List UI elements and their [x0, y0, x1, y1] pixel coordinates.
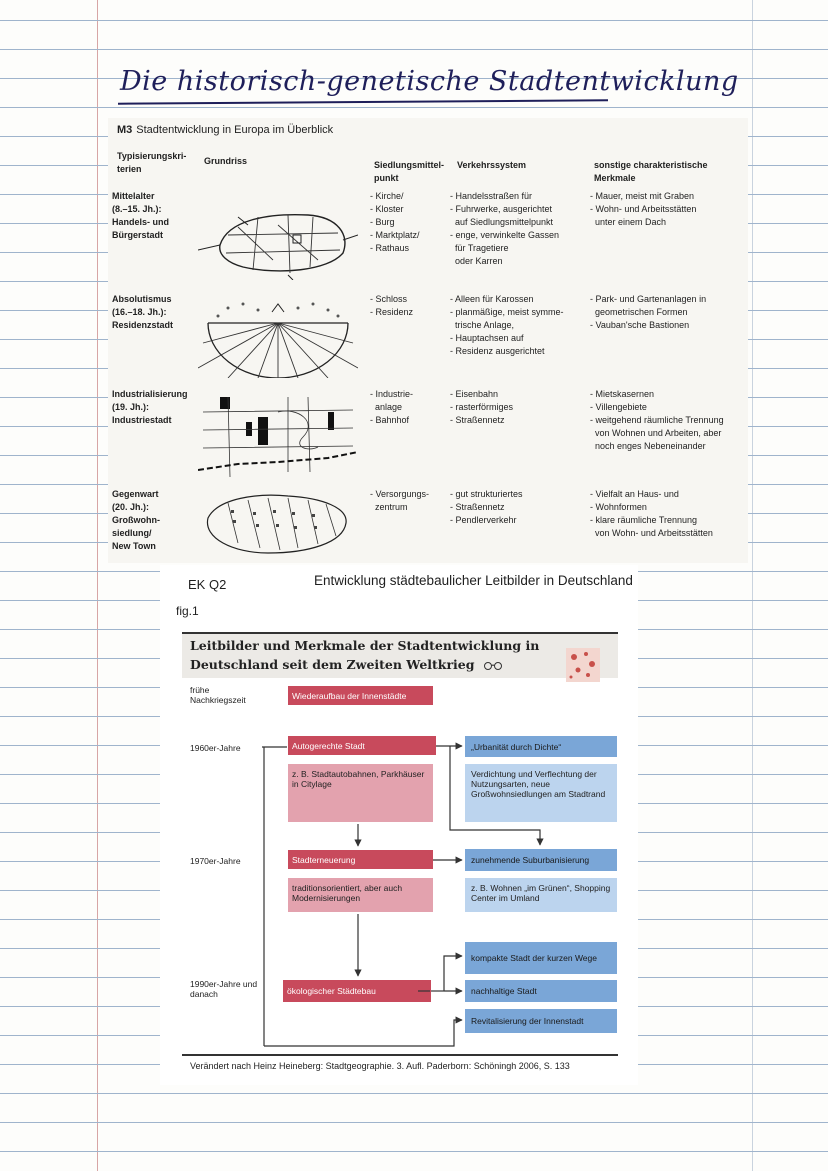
row-verkehr-0-line: für Tragetiere [450, 243, 509, 253]
course-label: EK Q2 [188, 577, 227, 592]
row-merkmale-2-line: noch enges Nebeneinander [590, 441, 706, 451]
row-label-3-line: siedlung/ [112, 528, 152, 538]
row-verkehr-1-line: trische Anlage, [450, 320, 515, 330]
row-siedlung-3-line: - Versorgungs- [370, 489, 430, 499]
row-label-0-line: Handels- und [112, 217, 170, 227]
box-nachhaltige-stadt: nachhaltige Stadt [465, 980, 617, 1002]
row-verkehr-3-line: - Straßennetz [450, 502, 505, 512]
row-verkehr-0-line: oder Karren [450, 256, 503, 266]
source-divider [182, 1054, 618, 1056]
box-urbanitaet-detail: Verdichtung und Verflechtung der Nutzungsarten, neue Großwohnsiedlungen am Stadtrand [465, 764, 617, 822]
row-merkmale-1-line: - Vauban'sche Bastionen [590, 320, 690, 330]
row-label-0-line: Bürgerstadt [112, 230, 164, 240]
row-verkehr-0-line: - Handelsstraßen für [450, 191, 533, 201]
row-merkmale-0-line: unter einem Dach [590, 217, 667, 227]
row-merkmale-2-line: - weitgehend räumliche Trennung [590, 415, 724, 425]
col-header-grundriss: Grundriss [204, 156, 248, 166]
row-verkehr-0-line: - enge, verwinkelte Gassen [450, 230, 560, 240]
box-kompakte-stadt: kompakte Stadt der kurzen Wege [465, 942, 617, 974]
row-label-2-line: Industriestadt [112, 415, 172, 425]
row-label-2-line: (19. Jh.): [112, 402, 150, 412]
row-siedlung-0-line: - Burg [370, 217, 395, 227]
m3-heading-text: Stadtentwicklung in Europa im Überblick [136, 124, 334, 136]
box-stadterneuerung: Stadterneuerung [288, 850, 433, 869]
row-siedlung-1-line: - Schloss [370, 294, 408, 304]
row-label-1-line: (16.–18. Jh.): [112, 307, 167, 317]
source-citation: Verändert nach Heinz Heineberg: Stadtgeographie. 3. Aufl. Paderborn: Schöningh 2006, S. 133 [190, 1061, 570, 1071]
row-verkehr-0-line: - Fuhrwerke, ausgerichtet [450, 204, 553, 214]
era-1970: 1970er-Jahre [190, 856, 241, 866]
box-stadterneuerung-detail: traditionsorientiert, aber auch Modernisierungen [288, 878, 433, 912]
col-header-verkehr: Verkehrssystem [457, 160, 527, 170]
box-autogerechte-stadt: Autogerechte Stadt [288, 736, 436, 755]
row-verkehr-1-line: - Alleen für Karossen [450, 294, 534, 304]
row-label-0-line: (8.–15. Jh.): [112, 204, 162, 214]
row-verkehr-1-line: - Hauptachsen auf [450, 333, 524, 343]
row-label-1-line: Residenzstadt [112, 320, 174, 330]
arrow-to-kompakt [444, 956, 462, 991]
row-verkehr-3-line: - Pendlerverkehr [450, 515, 517, 525]
row-siedlung-0-line: - Marktplatz/ [370, 230, 420, 240]
row-verkehr-3-line: - gut strukturiertes [450, 489, 523, 499]
row-merkmale-3-line: - klare räumliche Trennung [590, 515, 698, 525]
box-oekologischer-staedtebau: ökologischer Städtebau [283, 980, 431, 1002]
row-siedlung-0-line: - Rathaus [370, 243, 410, 253]
box-autogerechte-detail: z. B. Stadtautobahnen, Parkhäuser in Citylage [288, 764, 433, 822]
row-siedlung-2-line: - Bahnhof [370, 415, 410, 425]
row-label-3-line: (20. Jh.): [112, 502, 150, 512]
arrow-auto-to-suburban [450, 746, 540, 845]
row-merkmale-3-line: - Vielfalt an Haus- und [590, 489, 679, 499]
diagram-title-text: Leitbilder und Merkmale der Stadtentwicklung in Deutschland seit dem Zweiten Weltkrieg [190, 638, 540, 672]
row-siedlung-2-line: - Industrie- [370, 389, 414, 399]
box-suburbanisierung: zunehmende Suburbanisierung [465, 849, 617, 871]
row-merkmale-3-line: von Wohn- und Arbeitsstätten [590, 528, 713, 538]
row-verkehr-2-line: - rasterförmiges [450, 402, 514, 412]
row-merkmale-2-line: - Villengebiete [590, 402, 647, 412]
arrow-to-revitalisierung [264, 1020, 462, 1046]
row-verkehr-2-line: - Straßennetz [450, 415, 505, 425]
row-merkmale-1-line: - Park- und Gartenanlagen in [590, 294, 707, 304]
box-urbanitaet: „Urbanität durch Dichte“ [465, 736, 617, 757]
row-merkmale-2-line: - Mietskasernen [590, 389, 655, 399]
row-verkehr-2-line: - Eisenbahn [450, 389, 499, 399]
row-label-3-line: Gegenwart [112, 489, 159, 499]
figure-label: fig.1 [176, 604, 199, 618]
row-siedlung-3-line: zentrum [370, 502, 408, 512]
col-header-siedlung: Siedlungsmittel-punkt [374, 160, 445, 183]
row-siedlung-0-line: - Kirche/ [370, 191, 404, 201]
row-merkmale-2-line: von Wohnen und Arbeiten, aber [590, 428, 722, 438]
col-header-typ: Typisierungskri-terien [117, 151, 187, 174]
row-merkmale-0-line: - Mauer, meist mit Graben [590, 191, 695, 201]
era-1960: 1960er-Jahre [190, 743, 241, 753]
row-merkmale-3-line: - Wohnformen [590, 502, 647, 512]
row-label-0-line: Mittelalter [112, 191, 155, 201]
row-label-3-line: Großwohn- [112, 515, 160, 525]
row-label-2-line: Industrialisierung [112, 389, 188, 399]
page-title: Die historisch-genetische Stadtentwicklung [120, 66, 739, 97]
box-suburbanisierung-detail: z. B. Wohnen „im Grünen“, Shopping Center im Umland [465, 878, 617, 912]
row-label-3-line: New Town [112, 541, 156, 551]
row-siedlung-0-line: - Kloster [370, 204, 404, 214]
m3-label: M3 [117, 124, 133, 136]
row-verkehr-1-line: - planmäßige, meist symme- [450, 307, 564, 317]
row-merkmale-1-line: geometrischen Formen [590, 307, 688, 317]
row-verkehr-1-line: - Residenz ausgerichtet [450, 346, 545, 356]
col-header-merkmale: sonstige charakteristische Merkmale [594, 160, 708, 183]
row-verkehr-0-line: auf Siedlungsmittelpunkt [450, 217, 554, 227]
era-1990: 1990er-Jahre und danach [190, 979, 258, 999]
row-label-1-line: Absolutismus [112, 294, 172, 304]
row-merkmale-0-line: - Wohn- und Arbeitsstätten [590, 204, 697, 214]
era-post-war: frühe Nachkriegszeit [190, 685, 246, 705]
box-revitalisierung: Revitalisierung der Innenstadt [465, 1009, 617, 1033]
section-heading: Entwicklung städtebaulicher Leitbilder in Deutschland [314, 573, 633, 588]
box-wiederaufbau: Wiederaufbau der Innenstädte [288, 686, 433, 705]
row-siedlung-2-line: anlage [370, 402, 403, 412]
row-siedlung-1-line: - Residenz [370, 307, 414, 317]
